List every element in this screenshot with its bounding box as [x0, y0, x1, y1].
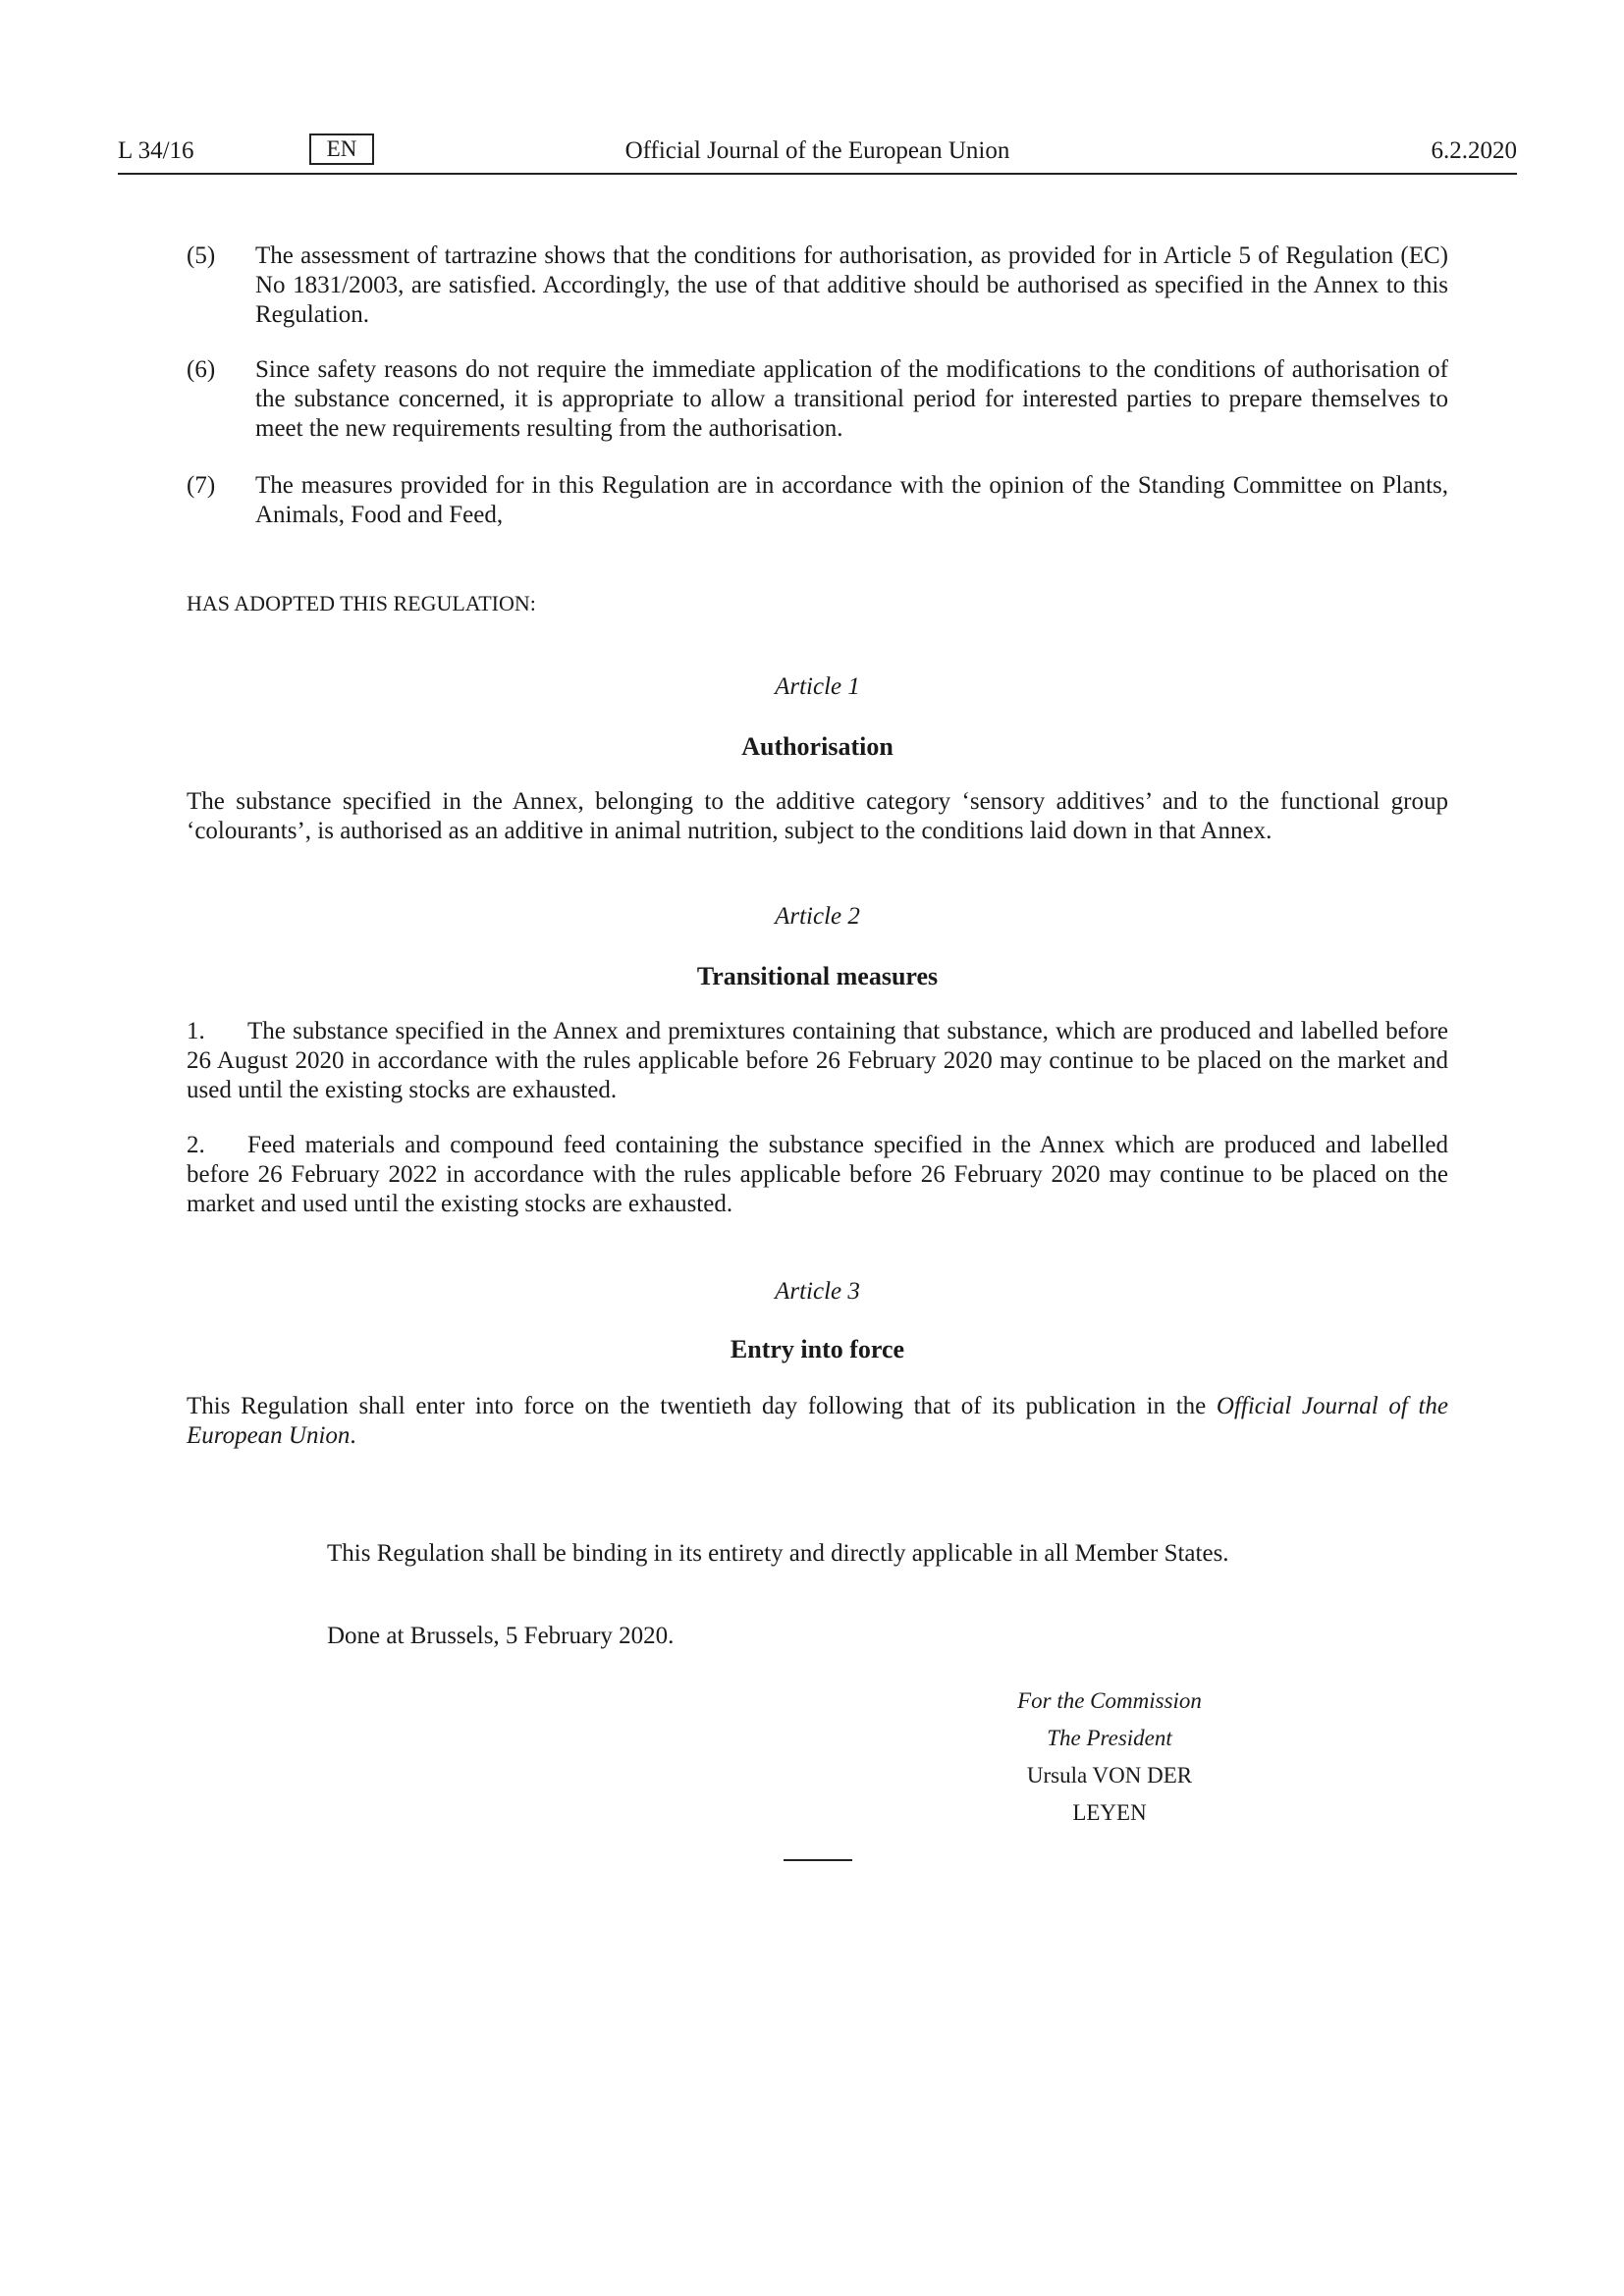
article-point — [187, 1131, 1448, 1219]
journal-title: Official Journal of the European Union — [624, 137, 1010, 164]
article-point — [187, 1017, 1448, 1105]
signature-name: Ursula VON DER LEYEN — [1026, 1763, 1193, 1825]
adoption-statement: HAS ADOPTED THIS REGULATION: — [187, 591, 536, 615]
point-number: 1. — [187, 1018, 205, 1044]
point-text: Feed materials and compound feed containing the substance specified in the Annex which are produced and labelled before 26 February 2022 in accordance with the rules applicable before 26 February 2020 may continue to be placed on the market and used until the existing stocks are exhausted. — [187, 1132, 1448, 1217]
article-title: Entry into force — [730, 1335, 905, 1363]
article-label: Article 1 — [775, 673, 860, 700]
recital-number: (6) — [187, 356, 216, 383]
recital-text: Since safety reasons do not require the immediate application of the modifications to the conditions of authorisation of the substance concerned, it is appropriate to allow a transitional period for interested parties to prepare themselves to meet the new requirements resulting from the authorisation. — [255, 356, 1448, 442]
article-label: Article 3 — [775, 1278, 860, 1305]
language-badge: EN — [309, 133, 374, 165]
article-body-end: . — [350, 1422, 356, 1449]
article-body — [187, 1392, 1448, 1451]
signature-role: The President — [1047, 1726, 1172, 1750]
binding-statement: This Regulation shall be binding in its entirety and directly applicable in all Member States. — [327, 1540, 1229, 1567]
recital-number: (5) — [187, 242, 216, 269]
page-reference: L 34/16 — [118, 137, 194, 164]
end-divider — [784, 1859, 852, 1861]
recital-number: (7) — [187, 472, 216, 499]
article-title: Authorisation — [741, 732, 893, 761]
recital-text: The measures provided for in this Regulation are in accordance with the opinion of the Standing Committee on Plants, Animals, Food and Feed, — [255, 472, 1448, 528]
done-at-line: Done at Brussels, 5 February 2020. — [327, 1623, 675, 1649]
recital-text: The assessment of tartrazine shows that the conditions for authorisation, as provided for in Article 5 of Regulation (EC) No 1831/2003, are satisfied. Accordingly, the use of that additive should be authorised as specified in the Annex to this Regulation. — [255, 242, 1448, 328]
point-text: The substance specified in the Annex and premixtures containing that substance, which are produced and labelled before 26 August 2020 in accordance with the rules applicable before 26 February 2020 may continue to be placed on the market and used until the existing stocks are exhausted. — [187, 1018, 1448, 1103]
page-header — [118, 133, 1517, 175]
article-body: The substance specified in the Annex, belonging to the additive category ‘sensory additives’ and to the functional group ‘colourants’, is authorised as an additive in animal nutrition, subject to the conditions laid down in that Annex. — [187, 788, 1448, 844]
publication-date: 6.2.2020 — [1431, 137, 1517, 164]
article-title: Transitional measures — [696, 962, 939, 990]
journal-reference: Official Journal of the European Union — [187, 1393, 1448, 1449]
signature-for-line: For the Commission — [1017, 1688, 1202, 1713]
point-number: 2. — [187, 1132, 205, 1158]
article-label: Article 2 — [775, 903, 860, 930]
article-body-text: This Regulation shall enter into force on the twentieth day following that of its publication in the — [187, 1393, 1217, 1419]
